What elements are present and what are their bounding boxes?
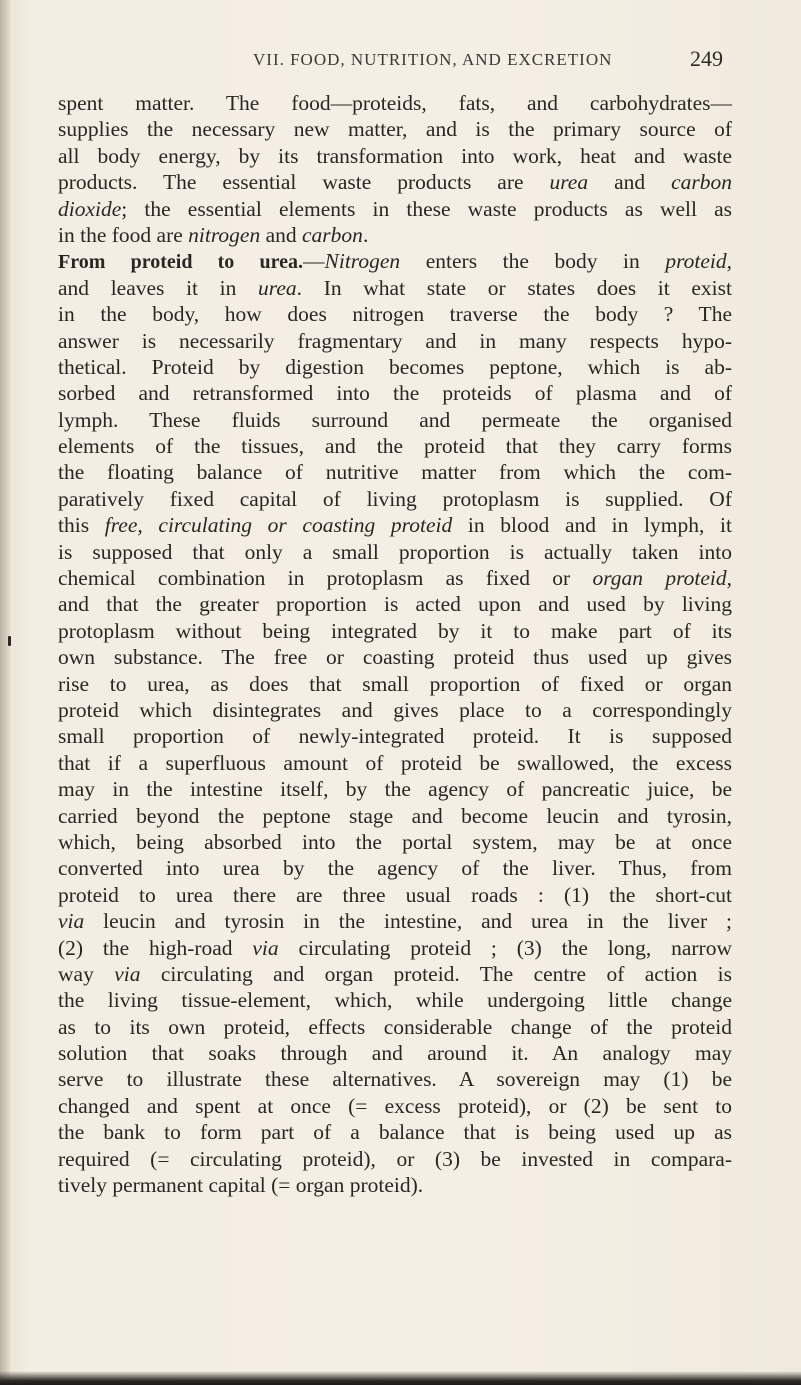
text-line: dioxide; the essential elements in these waste products as well as [58,196,732,221]
text-line: rise to urea, as does that small proportion of fixed or organ [58,671,732,696]
body-text [58,90,732,1198]
text-line: chemical combination in protoplasm as fixed or organ proteid, [58,566,732,591]
text-line: the floating balance of nutritive matter from which the com- [58,460,732,485]
text-line: protoplasm without being integrated by it to make part of its [58,618,732,643]
text-line: own substance. The free or coasting proteid thus used up gives [58,645,732,670]
page-gutter-shadow [0,0,10,1385]
text-line: answer is necessarily fragmentary and in many respects hypo- [58,328,732,353]
text-line: elements of the tissues, and the proteid that they carry forms [58,434,732,459]
page-number: 249 [690,46,723,71]
text-line: is supposed that only a small proportion is actually taken into [58,539,732,564]
text-line: thetical. Proteid by digestion becomes peptone, which is ab- [58,354,732,379]
text-line: proteid to urea there are three usual roads : (1) the short-cut [58,882,732,907]
text-line: and that the greater proportion is acted upon and used by living [58,592,732,617]
text-line: products. The essential waste products are urea and carbon [58,170,732,195]
text-line: converted into urea by the agency of the liver. Thus, from [58,856,732,881]
text-line: which, being absorbed into the portal system, may be at once [58,829,732,854]
text-line: carried beyond the peptone stage and become leucin and tyrosin, [58,803,732,828]
page-bottom-edge [0,1371,801,1385]
text-line: paratively fixed capital of living protoplasm is supplied. Of [58,486,732,511]
text-line: way via circulating and organ proteid. The centre of action is [58,961,732,986]
text-line: required (= circulating proteid), or (3) be invested in compara- [58,1146,732,1171]
text-line: that if a superfluous amount of proteid be swallowed, the excess [58,750,732,775]
text-line: lymph. These fluids surround and permeate the organised [58,407,732,432]
text-line: supplies the necessary new matter, and is the primary source of [58,117,732,142]
margin-mark [8,636,11,646]
text-line: proteid which disintegrates and gives place to a correspondingly [58,697,732,722]
text-line: solution that soaks through and around it. An analogy may [58,1041,732,1066]
text-line: via leucin and tyrosin in the intestine, and urea in the liver ; [58,909,732,934]
text-line: (2) the high-road via circulating proteid ; (3) the long, narrow [58,935,732,960]
text-line: the living tissue-element, which, while undergoing little change [58,988,732,1013]
text-line: sorbed and retransformed into the proteids of plasma and of [58,381,732,406]
text-line: small proportion of newly-integrated proteid. It is supposed [58,724,732,749]
text-line: spent matter. The food—proteids, fats, and carbohydrates— [58,91,732,115]
text-line: changed and spent at once (= excess proteid), or (2) be sent to [58,1093,732,1118]
text-line: this free, circulating or coasting proteid in blood and in lymph, it [58,513,732,538]
text-line: as to its own proteid, effects considerable change of the proteid [58,1014,732,1039]
section-heading: From proteid to urea. [58,251,303,274]
text-line: the bank to form part of a balance that is being used up as [58,1120,732,1145]
text-line: may in the intestine itself, by the agency of pancreatic juice, be [58,777,732,802]
text-line: and leaves it in urea. In what state or states does it exist [58,275,732,300]
text-line: in the body, how does nitrogen traverse the body ? The [58,302,732,327]
running-title: VII. FOOD, NUTRITION, AND EXCRETION [253,50,613,69]
section-heading-line: From proteid to urea.—Nitrogen enters the body in proteid, [58,249,732,274]
text-line: all body energy, by its transformation into work, heat and waste [58,143,732,168]
text-line: serve to illustrate these alternatives. A sovereign may (1) be [58,1067,732,1092]
running-header [253,46,723,76]
text-line: in the food are nitrogen and carbon. [58,222,369,247]
text-line: tively permanent capital (= organ proteid). [58,1173,424,1198]
